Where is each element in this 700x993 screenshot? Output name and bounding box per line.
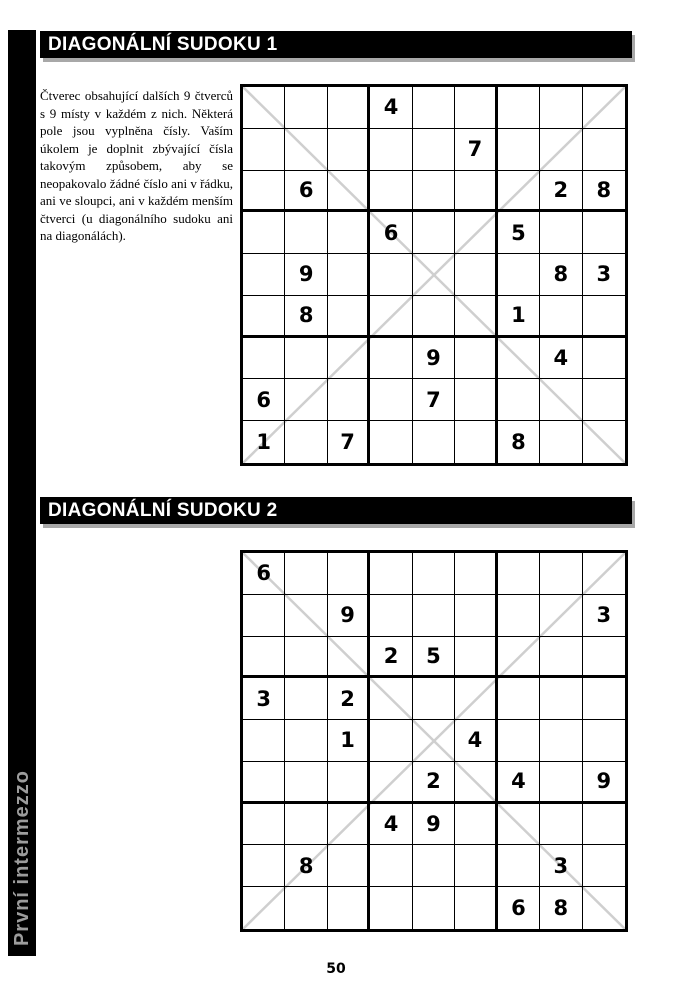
sudoku-cell xyxy=(455,254,497,296)
sudoku-cell xyxy=(413,595,455,637)
sudoku-cell xyxy=(583,845,625,887)
sudoku-cell xyxy=(583,887,625,929)
sudoku-cell: 1 xyxy=(498,296,540,338)
sudoku-cell xyxy=(285,379,327,421)
sudoku-cell xyxy=(498,87,540,129)
sudoku-cell xyxy=(583,720,625,762)
sudoku-cell: 2 xyxy=(540,171,582,213)
sudoku-cell xyxy=(540,804,582,846)
sudoku-cell xyxy=(540,212,582,254)
sudoku-cell xyxy=(328,379,370,421)
sudoku-cell xyxy=(285,553,327,595)
sudoku-cell xyxy=(285,212,327,254)
sudoku-cell xyxy=(285,804,327,846)
section-1-title: DIAGONÁLNÍ SUDOKU 1 xyxy=(48,33,278,55)
sudoku-cell xyxy=(243,254,285,296)
chapter-label: První intermezzo xyxy=(10,769,33,946)
sudoku-cell: 7 xyxy=(455,129,497,171)
sudoku-cell xyxy=(328,887,370,929)
sudoku-cell xyxy=(455,804,497,846)
sudoku-cell xyxy=(498,845,540,887)
sudoku-cell xyxy=(370,845,412,887)
sudoku-cell: 4 xyxy=(540,338,582,380)
sudoku-cell xyxy=(583,212,625,254)
sudoku-cell xyxy=(243,720,285,762)
sudoku-cell xyxy=(498,129,540,171)
sudoku-cell xyxy=(285,887,327,929)
sudoku-cell xyxy=(455,845,497,887)
sudoku-cell xyxy=(243,87,285,129)
sudoku-cell: 8 xyxy=(285,296,327,338)
sudoku-cell xyxy=(455,637,497,679)
sudoku-cell xyxy=(285,762,327,804)
chapter-sidebar xyxy=(8,30,36,956)
sudoku-cell: 2 xyxy=(413,762,455,804)
sudoku-cell xyxy=(498,678,540,720)
sudoku-cell xyxy=(243,887,285,929)
sudoku-cell: 8 xyxy=(498,421,540,463)
sudoku-grid-2 xyxy=(240,550,628,932)
sudoku-cell: 1 xyxy=(243,421,285,463)
sudoku-cell xyxy=(243,338,285,380)
sudoku-cell: 2 xyxy=(370,637,412,679)
sudoku-cell: 8 xyxy=(540,887,582,929)
sudoku-cell xyxy=(370,678,412,720)
sudoku-cell xyxy=(328,296,370,338)
sudoku-cell xyxy=(243,296,285,338)
page-number: 50 xyxy=(326,961,346,977)
sudoku-cell xyxy=(413,845,455,887)
sudoku-cell xyxy=(370,338,412,380)
sudoku-cell xyxy=(498,338,540,380)
sudoku-cell: 7 xyxy=(413,379,455,421)
sudoku-cell: 6 xyxy=(285,171,327,213)
sudoku-cell xyxy=(243,129,285,171)
section-1-header xyxy=(40,31,632,58)
sudoku-cell xyxy=(583,804,625,846)
sudoku-cell xyxy=(583,296,625,338)
sudoku-cell: 6 xyxy=(370,212,412,254)
sudoku-cell: 8 xyxy=(540,254,582,296)
sudoku-cell xyxy=(455,379,497,421)
sudoku-cell xyxy=(455,678,497,720)
sudoku-cell xyxy=(540,296,582,338)
sudoku-cell xyxy=(540,553,582,595)
sudoku-cell xyxy=(540,379,582,421)
sudoku-cell xyxy=(498,254,540,296)
sudoku-cell: 3 xyxy=(243,678,285,720)
sudoku-cell xyxy=(498,379,540,421)
sudoku-cell: 8 xyxy=(285,845,327,887)
sudoku-cell xyxy=(540,87,582,129)
sudoku-cell xyxy=(583,338,625,380)
sudoku-cell xyxy=(285,720,327,762)
sudoku-cell xyxy=(583,678,625,720)
sudoku-cell xyxy=(583,129,625,171)
sudoku-cell xyxy=(243,804,285,846)
sudoku-cell xyxy=(285,678,327,720)
sudoku-cell: 6 xyxy=(243,379,285,421)
sudoku-cell xyxy=(413,171,455,213)
sudoku-cell xyxy=(455,87,497,129)
sudoku-cell xyxy=(328,553,370,595)
sudoku-cell xyxy=(370,595,412,637)
sudoku-cell xyxy=(370,296,412,338)
sudoku-cell: 9 xyxy=(285,254,327,296)
sudoku-cell xyxy=(498,804,540,846)
sudoku-cell: 2 xyxy=(328,678,370,720)
sudoku-cell: 3 xyxy=(583,595,625,637)
sudoku-cell xyxy=(285,338,327,380)
sudoku-cell xyxy=(583,87,625,129)
sudoku-cell xyxy=(413,87,455,129)
sudoku-cell xyxy=(328,129,370,171)
sudoku-cell xyxy=(285,637,327,679)
sudoku-cell xyxy=(540,637,582,679)
sudoku-cell xyxy=(328,212,370,254)
sudoku-cell xyxy=(498,637,540,679)
sudoku-cell xyxy=(498,171,540,213)
sudoku-cell: 9 xyxy=(583,762,625,804)
sudoku-cell xyxy=(370,129,412,171)
sudoku-cell xyxy=(498,595,540,637)
sudoku-cell xyxy=(413,421,455,463)
sudoku-cell xyxy=(455,421,497,463)
sudoku-cell xyxy=(583,379,625,421)
sudoku-cell xyxy=(285,595,327,637)
sudoku-cell: 4 xyxy=(498,762,540,804)
sudoku-cell xyxy=(413,678,455,720)
sudoku-grid-1 xyxy=(240,84,628,466)
sudoku-cell xyxy=(455,762,497,804)
section-2-header xyxy=(40,497,632,524)
sudoku-cell: 3 xyxy=(540,845,582,887)
sudoku-cell xyxy=(413,887,455,929)
sudoku-cell xyxy=(370,553,412,595)
sudoku-cell xyxy=(455,171,497,213)
instructions-text: Čtverec obsahující dalších 9 čtverců s 9 místy v každém z nich. Některá pole jsou vyplněna čísly. Vaším úkolem je doplnit zbývající čísla takovým způsobem, aby se neopakovalo žádné číslo ani v řádku, ani ve sloupci, ani v každém menším čtverci (u diagonálního sudoku ani na diagonálách). xyxy=(40,88,233,243)
sudoku-cell xyxy=(285,87,327,129)
sudoku-cell xyxy=(285,129,327,171)
sudoku-cell xyxy=(540,129,582,171)
sudoku-cell xyxy=(413,254,455,296)
sudoku-cell xyxy=(583,421,625,463)
sudoku-cell xyxy=(455,887,497,929)
sudoku-cell xyxy=(413,129,455,171)
sudoku-2-cells xyxy=(243,553,625,929)
sudoku-cell xyxy=(370,421,412,463)
sudoku-cell: 9 xyxy=(328,595,370,637)
sudoku-cell: 6 xyxy=(243,553,285,595)
sudoku-cell xyxy=(243,595,285,637)
sudoku-cell: 5 xyxy=(498,212,540,254)
sudoku-cell xyxy=(583,553,625,595)
sudoku-cell: 1 xyxy=(328,720,370,762)
sudoku-cell xyxy=(328,804,370,846)
sudoku-cell xyxy=(370,762,412,804)
sudoku-cell: 3 xyxy=(583,254,625,296)
sudoku-cell: 5 xyxy=(413,637,455,679)
sudoku-cell: 7 xyxy=(328,421,370,463)
sudoku-cell xyxy=(455,553,497,595)
sudoku-cell xyxy=(328,338,370,380)
sudoku-cell xyxy=(498,553,540,595)
sudoku-cell xyxy=(243,637,285,679)
section-2-title: DIAGONÁLNÍ SUDOKU 2 xyxy=(48,499,278,521)
sudoku-cell xyxy=(370,720,412,762)
sudoku-cell: 6 xyxy=(498,887,540,929)
sudoku-cell xyxy=(328,845,370,887)
sudoku-1-cells xyxy=(243,87,625,463)
sudoku-cell xyxy=(328,637,370,679)
sudoku-cell: 9 xyxy=(413,804,455,846)
sudoku-cell xyxy=(540,762,582,804)
sudoku-cell xyxy=(540,421,582,463)
sudoku-cell xyxy=(370,254,412,296)
sudoku-cell xyxy=(413,720,455,762)
sudoku-cell xyxy=(413,553,455,595)
sudoku-cell: 8 xyxy=(583,171,625,213)
sudoku-cell xyxy=(455,595,497,637)
sudoku-cell xyxy=(498,720,540,762)
sudoku-cell xyxy=(583,637,625,679)
sudoku-cell xyxy=(540,595,582,637)
sudoku-cell xyxy=(328,254,370,296)
sudoku-cell xyxy=(370,887,412,929)
sudoku-cell xyxy=(328,87,370,129)
sudoku-cell xyxy=(243,171,285,213)
sudoku-cell: 4 xyxy=(455,720,497,762)
sudoku-cell xyxy=(455,296,497,338)
sudoku-cell xyxy=(328,762,370,804)
sudoku-cell xyxy=(285,421,327,463)
sudoku-cell xyxy=(413,212,455,254)
sudoku-cell: 4 xyxy=(370,87,412,129)
sudoku-cell xyxy=(455,212,497,254)
sudoku-cell xyxy=(328,171,370,213)
sudoku-cell xyxy=(243,212,285,254)
sudoku-cell xyxy=(243,845,285,887)
sudoku-cell xyxy=(413,296,455,338)
sudoku-cell: 9 xyxy=(413,338,455,380)
sudoku-cell xyxy=(370,171,412,213)
sudoku-cell: 4 xyxy=(370,804,412,846)
sudoku-cell xyxy=(455,338,497,380)
sudoku-cell xyxy=(540,678,582,720)
sudoku-cell xyxy=(243,762,285,804)
sudoku-cell xyxy=(370,379,412,421)
sudoku-cell xyxy=(540,720,582,762)
